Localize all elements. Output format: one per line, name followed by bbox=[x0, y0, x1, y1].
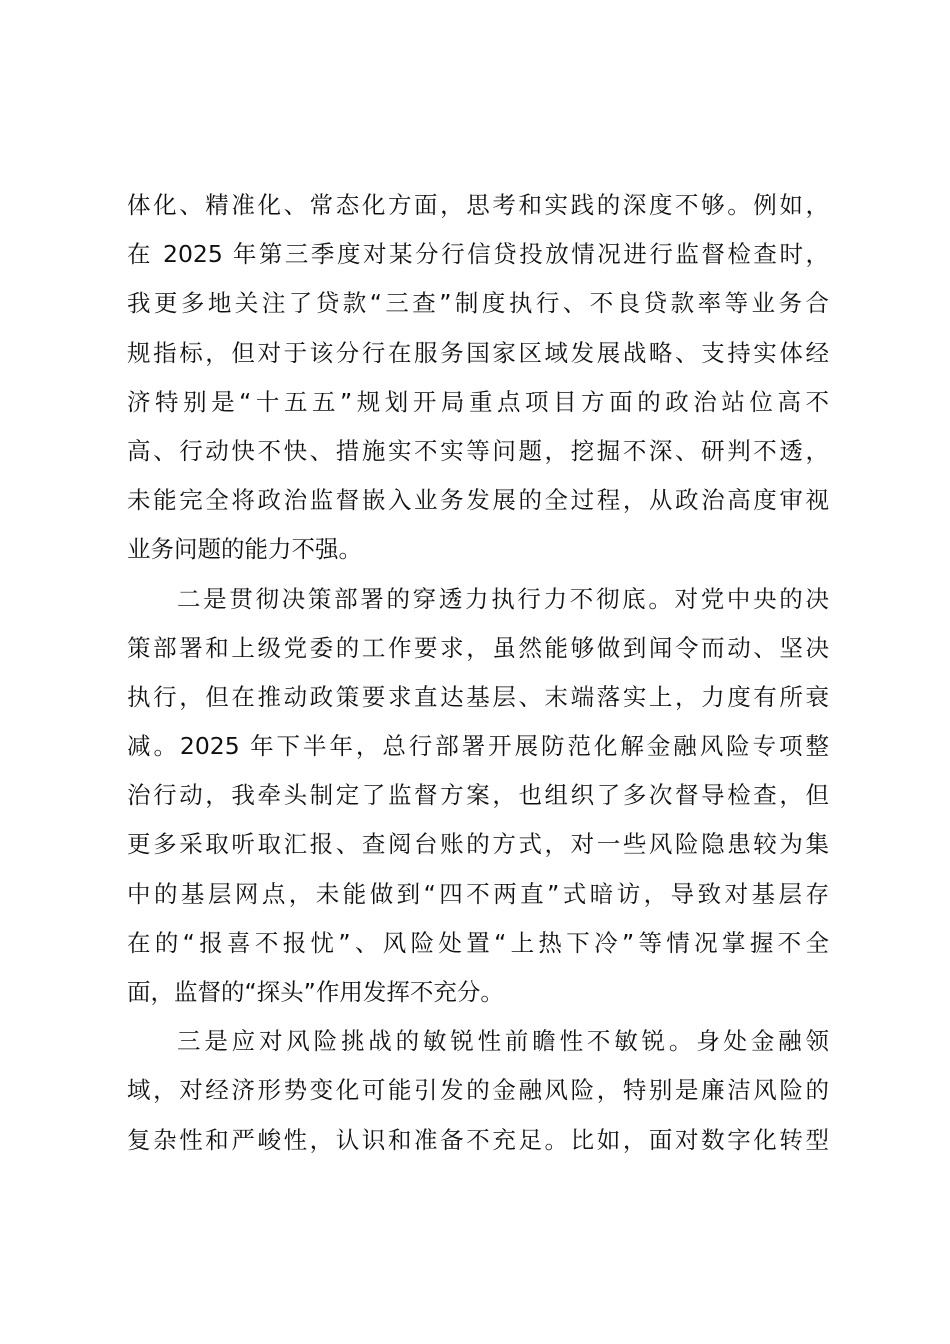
text-line: 业务问题的能力不强。 bbox=[127, 535, 362, 564]
text-line: 体化、精准化、常态化方面，思考和实践的深度不够。例如， bbox=[127, 191, 829, 219]
document-body bbox=[127, 181, 829, 1165]
text-line: 我更多地关注了贷款“三查”制度执行、不良贷款率等业务合 bbox=[127, 289, 829, 318]
text-line: 济特别是“十五五”规划开局重点项目方面的政治站位高不 bbox=[127, 387, 829, 416]
text-line: 高、行动快不快、措施实不实等问题，挖掘不深、研判不透， bbox=[127, 436, 829, 465]
text-line: 策部署和上级党委的工作要求，虽然能够做到闻令而动、坚决 bbox=[127, 633, 829, 662]
text-line: 复杂性和严峻性，认识和准备不充足。比如，面对数字化转型 bbox=[127, 1125, 829, 1154]
text-line: 减。2025 年下半年，总行部署开展防范化解金融风险专项整 bbox=[127, 732, 829, 761]
text-line: 在 2025 年第三季度对某分行信贷投放情况进行监督检查时， bbox=[127, 240, 829, 269]
text-line: 中的基层网点，未能做到“四不两直”式暗访，导致对基层存 bbox=[127, 879, 829, 908]
text-line: 未能完全将政治监督嵌入业务发展的全过程，从政治高度审视 bbox=[127, 486, 829, 515]
paragraph-three bbox=[127, 1017, 829, 1165]
text-line: 更多采取听取汇报、查阅台账的方式，对一些风险隐患较为集 bbox=[127, 830, 829, 859]
text-line: 面，监督的“探头”作用发挥不充分。 bbox=[127, 978, 504, 1006]
paragraph-continuation bbox=[127, 181, 829, 575]
text-line: 规指标，但对于该分行在服务国家区域发展战略、支持实体经 bbox=[127, 338, 829, 367]
paragraph-heading-line: 三是应对风险挑战的敏锐性前瞻性不敏锐。身处金融领 bbox=[177, 1027, 829, 1056]
paragraph-heading-line: 二是贯彻决策部署的穿透力执行力不彻底。对党中央的决 bbox=[177, 584, 829, 613]
text-line: 治行动，我牵头制定了监督方案，也组织了多次督导检查，但 bbox=[127, 781, 829, 810]
text-line: 域，对经济形势变化可能引发的金融风险，特别是廉洁风险的 bbox=[127, 1076, 829, 1105]
paragraph-two bbox=[127, 575, 829, 1018]
text-line: 执行，但在推动政策要求直达基层、末端落实上，力度有所衰 bbox=[127, 682, 829, 711]
text-line: 在的“报喜不报忧”、风险处置“上热下冷”等情况掌握不全 bbox=[127, 928, 829, 957]
